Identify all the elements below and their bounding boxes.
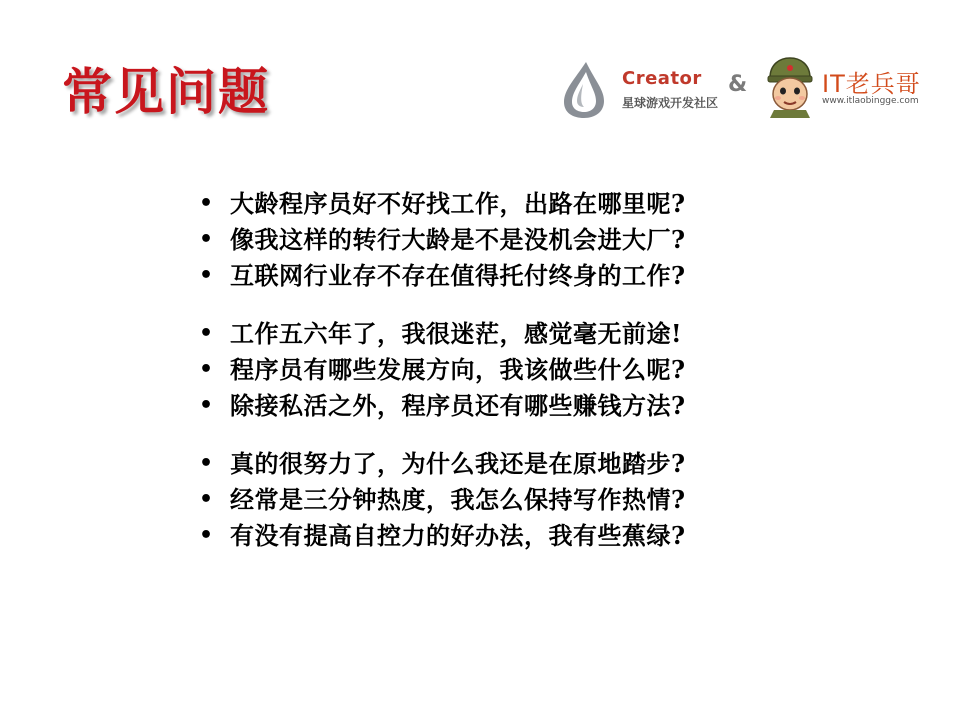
bullet: • <box>198 321 214 346</box>
creator-brand-subtitle: 星球游戏开发社区 <box>622 96 719 110</box>
it-brand-name: IT老兵哥 <box>822 70 921 98</box>
slide-title: 常见问题 <box>62 62 270 121</box>
question-list <box>196 186 856 554</box>
list-item <box>196 446 856 482</box>
list-item <box>196 258 856 294</box>
list-item <box>196 186 856 222</box>
question-text: 像我这样的转行大龄是不是没机会进大厂? <box>230 225 686 254</box>
bullet: • <box>198 357 214 382</box>
list-item <box>196 352 856 388</box>
list-item <box>196 388 856 424</box>
bullet: • <box>198 191 214 216</box>
creator-logo-icon <box>560 60 608 120</box>
question-text: 有没有提高自控力的好办法，我有些蕉绿? <box>230 521 686 550</box>
question-text: 经常是三分钟热度，我怎么保持写作热情? <box>230 485 686 514</box>
logo-bar <box>560 56 940 126</box>
bullet: • <box>198 263 214 288</box>
question-text: 程序员有哪些发展方向，我该做些什么呢? <box>230 355 686 384</box>
bullet: • <box>198 487 214 512</box>
question-text: 大龄程序员好不好找工作，出路在哪里呢? <box>230 189 686 218</box>
soldier-avatar-icon <box>764 56 816 118</box>
question-text: 真的很努力了，为什么我还是在原地踏步? <box>230 449 686 478</box>
creator-brand-name: Creator <box>622 68 702 89</box>
list-item <box>196 482 856 518</box>
question-text: 除接私活之外，程序员还有哪些赚钱方法? <box>230 391 686 420</box>
question-text: 互联网行业存不存在值得托付终身的工作? <box>230 261 686 290</box>
list-item <box>196 518 856 554</box>
question-text: 工作五六年了，我很迷茫，感觉毫无前途! <box>230 319 683 348</box>
list-item <box>196 316 856 352</box>
bullet: • <box>198 523 214 548</box>
it-brand-url: www.itlaobingge.com <box>822 96 919 106</box>
bullet: • <box>198 451 214 476</box>
bullet: • <box>198 227 214 252</box>
bullet: • <box>198 393 214 418</box>
ampersand: & <box>728 72 748 97</box>
list-item <box>196 222 856 258</box>
